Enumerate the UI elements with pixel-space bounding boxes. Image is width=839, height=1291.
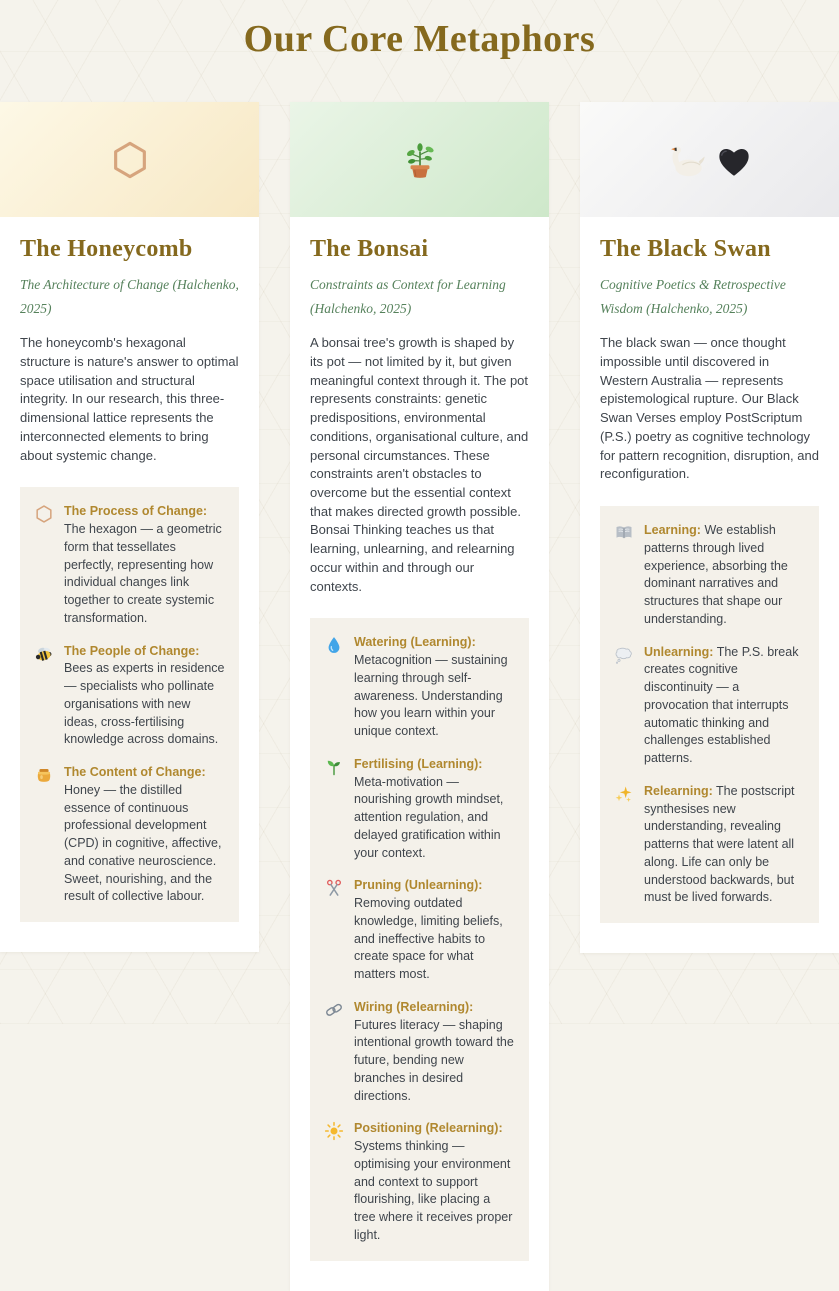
list-item [614, 783, 805, 907]
item-label: Positioning (Relearning): [354, 1121, 503, 1136]
item-label: Relearning: [644, 783, 713, 798]
item-label: The Process of Change: [64, 504, 208, 519]
item-text: Meta-motivation — nourishing growth mindset, attention regulation, and delayed gratification within your context. [354, 774, 504, 860]
card-title: The Black Swan [600, 236, 771, 262]
item-text: The P.S. break creates cognitive discontinuity — a provocation that interrupts automatic thinking and challenges established patterns. [644, 644, 799, 765]
honey-pot-icon [34, 765, 54, 785]
card-honeycomb-header [0, 102, 259, 217]
item-text: The postscript synthesises new understanding, revealing patterns that were latent all along. Life can only be understood backwards, but must be lived forwards. [644, 783, 795, 905]
list-item [34, 503, 225, 627]
list-item [614, 644, 805, 768]
item-label: Watering (Learning): [354, 635, 476, 650]
list-item [324, 756, 515, 863]
bee-icon [34, 644, 54, 664]
card-title: The Honeycomb [20, 236, 193, 262]
item-text: Systems thinking — optimising your environment and context to support flourishing, like placing a tree where it receives proper light. [354, 1139, 513, 1242]
open-book-icon [614, 523, 634, 543]
thought-balloon-icon [614, 645, 634, 665]
list-item [324, 999, 515, 1106]
card-subtitle: Constraints as Context for Learning (Halchenko, 2025) [310, 277, 506, 316]
card-black-swan-header [580, 102, 839, 217]
card-description: The black swan — once thought impossible until discovered in Western Australia — represents epistemological rupture. Our Black Swan Verses employ PostScriptum (P.S.) poetry as cognitive technology for pattern recognition, disruption, and reconfiguration. [600, 335, 819, 482]
list-item [324, 634, 515, 741]
feature-list [600, 506, 819, 923]
list-item [324, 877, 515, 984]
list-item [614, 522, 805, 629]
hexagon-icon [34, 504, 54, 524]
card-description: The honeycomb's hexagonal structure is nature's answer to optimal space utilisation and structural integrity. In our research, this three-dimensional lattice represents the interconnected elements to bring about systemic change. [20, 335, 239, 463]
card-subtitle: The Architecture of Change (Halchenko, 2025) [20, 277, 239, 316]
black-heart-icon [713, 139, 755, 181]
item-label: Pruning (Unlearning): [354, 878, 483, 893]
metaphor-cards-grid [0, 102, 839, 1291]
feature-list [20, 487, 239, 922]
list-item [324, 1120, 515, 1244]
item-label: The Content of Change: [64, 765, 206, 780]
item-text: We establish patterns through lived experience, absorbing the dominant narratives and structures that shape our understanding. [644, 523, 788, 626]
item-text: Metacognition — sustaining learning through self-awareness. Understanding how you learn within your unique context. [354, 653, 508, 739]
hexagon-icon [109, 139, 151, 181]
item-label: Unlearning: [644, 644, 714, 659]
card-black-swan [580, 102, 839, 953]
potted-plant-icon [399, 139, 441, 181]
sun-icon [324, 1121, 344, 1141]
card-description: A bonsai tree's growth is shaped by its pot — not limited by it, but given meaningful context through it. The pot represents constraints: genetic predispositions, environmental conditions, organisational culture, and personal circumstances. These constraints aren't obstacles to overcome but the essential context that makes directed growth possible. Bonsai Thinking teaches us that learning, unlearning, and relearning occur within and through our contexts. [310, 335, 529, 594]
item-label: Learning: [644, 523, 701, 537]
card-bonsai [290, 102, 549, 1291]
item-text: Futures literacy — shaping intentional growth toward the future, bending new branches in desired directions. [354, 1017, 514, 1103]
card-subtitle: Cognitive Poetics & Retrospective Wisdom (Halchenko, 2025) [600, 277, 786, 316]
item-label: The People of Change: [64, 643, 200, 658]
seedling-icon [324, 757, 344, 777]
card-bonsai-header [290, 102, 549, 217]
link-icon [324, 1000, 344, 1020]
sparkles-icon [614, 784, 634, 804]
card-honeycomb [0, 102, 259, 952]
scissors-icon [324, 878, 344, 898]
list-item [34, 643, 225, 750]
card-title: The Bonsai [310, 236, 429, 262]
item-text: Removing outdated knowledge, limiting beliefs, and ineffective habits to create space for what matters most. [354, 896, 503, 982]
list-item [34, 764, 225, 906]
item-text: Bees as experts in residence — specialists who pollinate organisations with new ideas, cross-fertilising knowledge across domains. [64, 661, 225, 747]
feature-list [310, 618, 529, 1260]
swan-icon [665, 139, 707, 181]
item-text: Honey — the distilled essence of continuous professional development (CPD) in cognitive, affective, and conative neuroscience. Sweet, nourishing, and the result of collective labour. [64, 782, 222, 904]
page-title: Our Core Metaphors [243, 18, 596, 60]
item-label: Wiring (Relearning): [354, 999, 474, 1014]
droplet-icon [324, 635, 344, 655]
item-text: The hexagon — a geometric form that tessellates perfectly, representing how individual changes link together to create systemic transformation. [64, 522, 222, 625]
item-label: Fertilising (Learning): [354, 756, 483, 771]
